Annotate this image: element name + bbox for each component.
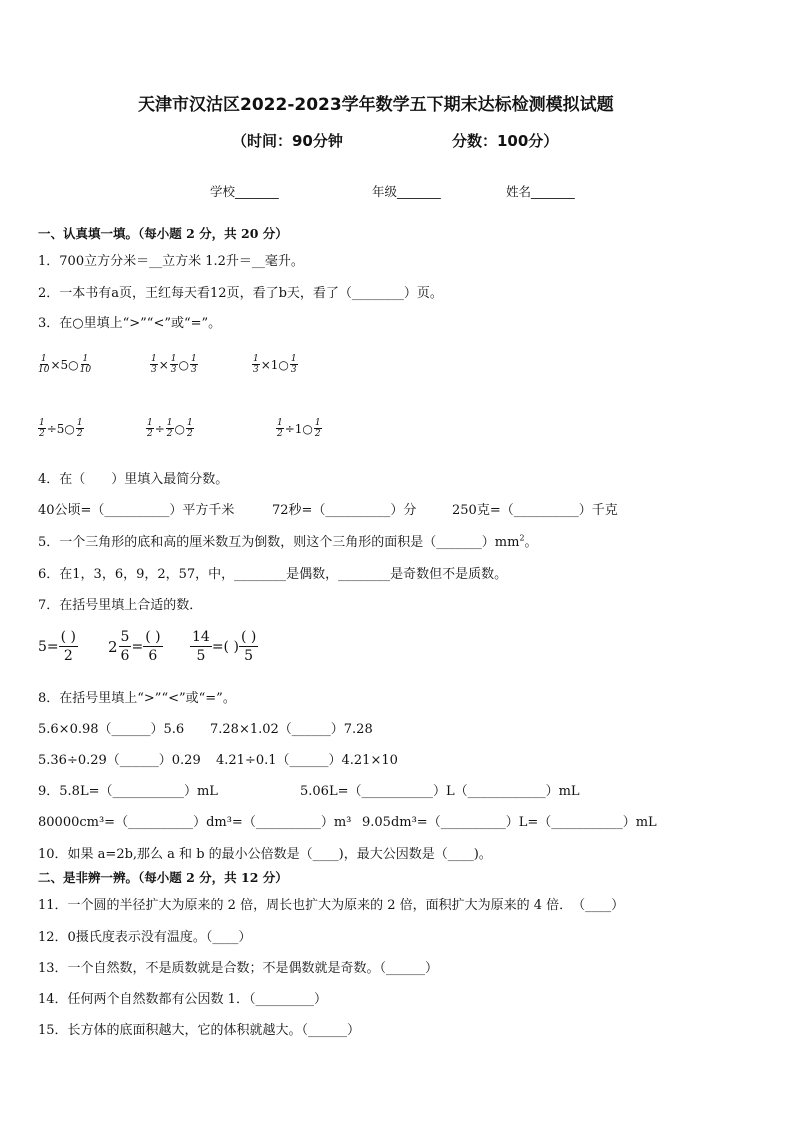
exam-time: （时间：90分钟: [232, 132, 343, 150]
question-9b: 5.06L=（___________）L（____________）mL: [300, 784, 580, 799]
question-10: 10．如果 a=2b,那么 a 和 b 的最小公倍数是（____)，最大公因数是（____)。: [38, 847, 492, 862]
q3-item-2: $\frac{1}{3}$ × $\frac{1}{3}$ ○ $\frac{1}{3}$: [151, 354, 197, 375]
q3-item-3: $\frac{1}{3}$ ×1○ $\frac{1}{3}$: [253, 354, 297, 375]
q7-item-2: 2 $\frac{5}{6}$ = $\frac{( )}{6}$: [108, 629, 161, 664]
q3-item-5: $\frac{1}{2}$ ÷ $\frac{1}{2}$ ○ $\frac{1}{2}$: [147, 418, 193, 439]
question-1: 1．700立方分米＝__立方米 1.2升＝__毫升。: [38, 254, 304, 269]
question-8a: 5.6×0.98（______）5.6: [38, 722, 185, 737]
question-9d: 9.05dm³=（__________）L=（___________）mL: [362, 815, 657, 830]
section-1-heading: 一、认真填一填。（每小题 2 分，共 20 分）: [38, 226, 288, 241]
question-11: 11．一个圆的半径扩大为原来的 2 倍，周长也扩大为原来的 2 倍，面积扩大为原来的 4 倍． （____）: [38, 898, 625, 913]
q3-item-6: $\frac{1}{2}$ ÷1○ $\frac{1}{2}$: [277, 418, 321, 439]
question-8d: 4.21÷0.1（______）4.21×10: [216, 753, 398, 768]
q3-item-1: $\frac{1}{10}$ ×5○ $\frac{1}{10}$: [38, 354, 92, 375]
exam-score: 分数：100分）: [452, 132, 559, 150]
q7-item-1: 5= $\frac{( )}{2}$: [38, 629, 77, 664]
question-9a: 9．5.8L=（___________）mL: [38, 784, 218, 799]
question-12: 12．0摄氏度表示没有温度。（____）: [38, 930, 252, 945]
name-field: 姓名_______: [506, 184, 575, 199]
question-5: 5．一个三角形的底和高的厘米数互为倒数，则这个三角形的面积是$(\_\_\_\_\_\_\_)mm^2$。: [38, 533, 538, 550]
question-14: 14．任何两个自然数都有公因数 1．（_________）: [38, 992, 327, 1007]
grade-field: 年级_______: [372, 184, 441, 199]
question-9c: 80000cm³=（__________）dm³=（__________）m³: [38, 815, 352, 830]
question-8c: 5.36÷0.29（______）0.29: [38, 753, 201, 768]
question-8: 8．在括号里填上“>”“<”或“=”。: [38, 691, 236, 706]
question-4: 4．在（ ）里填入最简分数。: [38, 472, 229, 487]
question-7: 7．在括号里填上合适的数．: [38, 598, 203, 613]
question-13: 13．一个自然数，不是质数就是合数；不是偶数就是奇数。（______）: [38, 961, 439, 976]
page-title: 天津市汉沽区2022-2023学年数学五下期末达标检测模拟试题: [138, 95, 614, 115]
question-4b: 72秒=（__________）分: [272, 503, 417, 518]
question-8b: 7.28×1.02（______）7.28: [210, 722, 373, 737]
school-field: 学校_______: [210, 184, 279, 199]
q7-item-3: $\frac{14}{5}$ =( ) $\frac{( )}{5}$: [192, 629, 257, 664]
question-2: 2．一本书有a页，王红每天看12页，看了b天，看了（________）页。: [38, 286, 443, 301]
question-6: 6．在1，3，6，9，2，57，中，________是偶数，________是奇数但不是质数。: [38, 567, 508, 582]
question-4a: 40公顷=（__________）平方千米: [38, 503, 235, 518]
question-3: 3．在○里填上“>”“<”或“=”。: [38, 316, 222, 331]
question-15: 15．长方体的底面积越大，它的体积就越大。（______）: [38, 1023, 361, 1038]
section-2-heading: 二、是非辨一辨。（每小题 2 分，共 12 分）: [38, 870, 288, 885]
question-4c: 250克=（__________）千克: [452, 503, 618, 518]
q3-item-4: $\frac{1}{2}$ ÷5○ $\frac{1}{2}$: [39, 418, 83, 439]
